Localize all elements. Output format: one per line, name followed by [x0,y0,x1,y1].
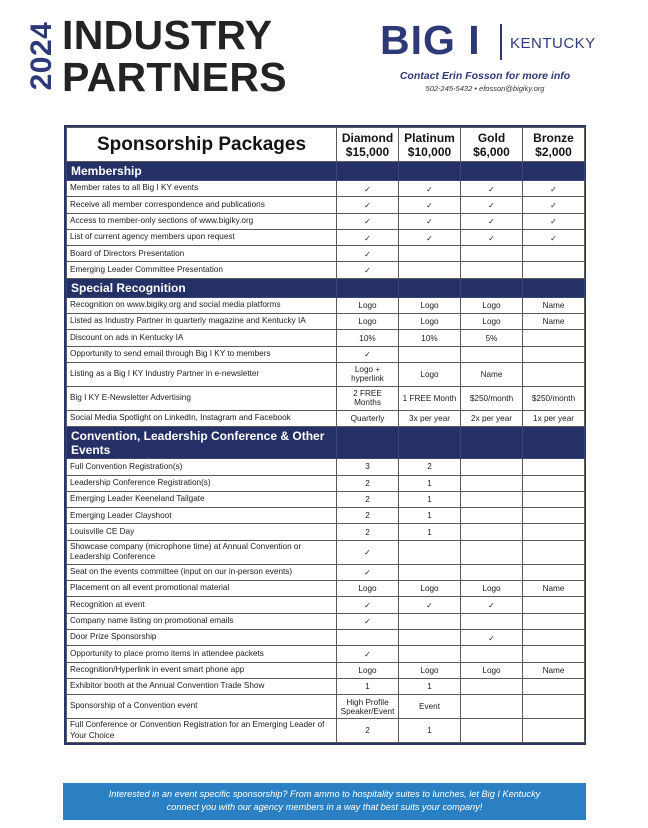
benefit-value [461,646,523,662]
table-row [67,581,585,597]
benefit-value [523,695,585,719]
benefit-value: Logo [399,581,461,597]
benefit-value [523,613,585,629]
section-header-cell [399,427,461,459]
table-row [67,524,585,540]
logo-divider [500,24,502,60]
benefit-value [523,508,585,524]
benefit-label: Emerging Leader Clayshoot [67,508,337,524]
benefit-value: 1x per year [523,410,585,426]
benefit-value: 2x per year [461,410,523,426]
benefit-value: Name [523,314,585,330]
check-icon: ✓ [523,181,585,197]
benefit-value [399,646,461,662]
benefit-value [523,346,585,362]
check-icon: ✓ [399,181,461,197]
benefit-label: Full Convention Registration(s) [67,459,337,475]
tier-header-bronze: Bronze $2,000 [523,128,585,162]
benefit-value: Name [523,581,585,597]
page-title-line2: PARTNERS [62,54,287,100]
benefit-value [523,678,585,694]
benefit-label: Leadership Conference Registration(s) [67,475,337,491]
benefit-label: Recognition at event [67,597,337,613]
page-title-line1: INDUSTRY [62,12,273,58]
table-row [67,491,585,507]
check-icon: ✓ [399,597,461,613]
table-row [67,678,585,694]
benefit-value [399,613,461,629]
benefit-value: 1 [337,678,399,694]
benefit-value: Logo + hyperlink [337,362,399,386]
benefit-value [523,597,585,613]
table-row [67,695,585,719]
table-row [67,540,585,564]
check-icon: ✓ [337,597,399,613]
benefit-value: 1 [399,491,461,507]
benefit-value: Logo [399,362,461,386]
benefit-value [337,629,399,645]
benefit-value [461,491,523,507]
info-banner [63,783,586,820]
benefit-value [523,246,585,262]
section-header-row [67,427,585,459]
sponsorship-table [66,127,585,743]
benefit-value [523,629,585,645]
benefit-value: Logo [461,581,523,597]
banner-line-2: connect you with our agency members in a way that best suits your company! [166,801,483,812]
benefit-label: Big I KY E-Newsletter Advertising [67,386,337,410]
check-icon: ✓ [337,613,399,629]
tier-header-gold: Gold $6,000 [461,128,523,162]
table-row [67,564,585,580]
benefit-label: Opportunity to send email through Big I KY to members [67,346,337,362]
page-header [0,0,648,120]
check-icon: ✓ [337,197,399,213]
table-row [67,597,585,613]
benefit-value: 3 [337,459,399,475]
benefit-label: Exhibitor booth at the Annual Convention Trade Show [67,678,337,694]
check-icon: ✓ [523,229,585,245]
check-icon: ✓ [399,229,461,245]
benefit-label: Listed as Industry Partner in quarterly magazine and Kentucky IA [67,314,337,330]
benefit-value: 3x per year [399,410,461,426]
check-icon: ✓ [337,646,399,662]
check-icon: ✓ [399,197,461,213]
table-body [67,162,585,743]
benefit-value: 1 [399,524,461,540]
check-icon: ✓ [461,597,523,613]
table-row [67,346,585,362]
benefit-label: Access to member-only sections of www.bigiky.org [67,213,337,229]
benefit-value: Logo [337,297,399,313]
table-title: Sponsorship Packages [67,128,337,162]
check-icon: ✓ [337,229,399,245]
check-icon: ✓ [523,213,585,229]
benefit-label: Emerging Leader Committee Presentation [67,262,337,278]
table-row [67,229,585,245]
benefit-value [461,475,523,491]
table-row [67,213,585,229]
benefit-value: 5% [461,330,523,346]
section-header-cell [461,278,523,297]
benefit-value [399,246,461,262]
year-label: 2024 [25,21,58,91]
check-icon: ✓ [337,213,399,229]
table-row [67,297,585,313]
benefit-value: 2 [337,719,399,743]
benefit-value: 2 [337,475,399,491]
benefit-label: Company name listing on promotional emails [67,613,337,629]
table-row [67,646,585,662]
tier-header-platinum: Platinum $10,000 [399,128,461,162]
benefit-value [399,564,461,580]
benefit-label: Board of Directors Presentation [67,246,337,262]
benefit-value: 1 [399,508,461,524]
banner-line-1: Interested in an event specific sponsorship? From ammo to hospitality suites to lunches, let Big I Kentucky [108,789,541,799]
section-header-cell [461,162,523,181]
section-header-cell [461,427,523,459]
benefit-value [523,362,585,386]
check-icon: ✓ [399,213,461,229]
section-header-cell [523,162,585,181]
check-icon: ✓ [461,197,523,213]
benefit-value [399,262,461,278]
benefit-value [523,475,585,491]
benefit-label: Louisville CE Day [67,524,337,540]
benefit-value: 2 [337,491,399,507]
section-header-row [67,162,585,181]
benefit-label: Receive all member correspondence and publications [67,197,337,213]
table-row [67,197,585,213]
benefit-label: List of current agency members upon request [67,229,337,245]
benefit-value [523,491,585,507]
benefit-value: 1 [399,475,461,491]
table-row [67,508,585,524]
benefit-label: Seat on the events committee (input on our in-person events) [67,564,337,580]
benefit-value [461,540,523,564]
benefit-value: Event [399,695,461,719]
benefit-value: 10% [337,330,399,346]
benefit-value [461,613,523,629]
table-row [67,262,585,278]
benefit-value [523,524,585,540]
benefit-value: Name [523,297,585,313]
benefit-label: Showcase company (microphone time) at Annual Convention or Leadership Conference [67,540,337,564]
benefit-value [461,262,523,278]
big-i-logo: BIG I [380,17,481,63]
section-header-cell [523,278,585,297]
benefit-value: Logo [399,314,461,330]
check-icon: ✓ [337,246,399,262]
benefit-value: 2 [399,459,461,475]
benefit-label: Recognition/Hyperlink in event smart phone app [67,662,337,678]
benefit-value: High Profile Speaker/Event [337,695,399,719]
check-icon: ✓ [337,181,399,197]
benefit-value: Logo [461,314,523,330]
benefit-value [399,629,461,645]
benefit-value: 2 FREE Months [337,386,399,410]
table-row [67,629,585,645]
benefit-value [523,540,585,564]
check-icon: ✓ [337,564,399,580]
benefit-value [523,719,585,743]
tier-header-diamond: Diamond $15,000 [337,128,399,162]
benefit-value [461,508,523,524]
benefit-value [461,695,523,719]
check-icon: ✓ [523,197,585,213]
benefit-label: Full Conference or Convention Registration for an Emerging Leader of Your Choice [67,719,337,743]
benefit-value [399,540,461,564]
benefit-label: Opportunity to place promo items in attendee packets [67,646,337,662]
benefit-value [461,678,523,694]
check-icon: ✓ [461,213,523,229]
table-row [67,181,585,197]
logo-state: KENTUCKY [510,35,596,52]
contact-line: Contact Erin Fosson for more info [399,70,571,82]
benefit-value: 2 [337,508,399,524]
sponsorship-table-frame [64,125,586,745]
check-icon: ✓ [337,262,399,278]
section-header-row [67,278,585,297]
benefit-value [523,459,585,475]
table-row [67,330,585,346]
section-header-cell [523,427,585,459]
benefit-value [523,564,585,580]
benefit-label: Sponsorship of a Convention event [67,695,337,719]
benefit-value [523,262,585,278]
table-row [67,662,585,678]
check-icon: ✓ [461,229,523,245]
section-title: Membership [67,162,337,181]
benefit-value: Logo [399,662,461,678]
benefit-value: Logo [337,662,399,678]
table-header-row [67,128,585,162]
benefit-label: Recognition on www.bigiky.org and social media platforms [67,297,337,313]
benefit-value [399,346,461,362]
section-header-cell [337,278,399,297]
table-row [67,362,585,386]
benefit-value [461,719,523,743]
benefit-value: Logo [399,297,461,313]
table-row [67,386,585,410]
contact-details: 502-245-5432 • efosson@bigiky.org [425,84,545,93]
benefit-value: 1 FREE Month [399,386,461,410]
benefit-label: Placement on all event promotional material [67,581,337,597]
benefit-value [461,459,523,475]
benefit-value [461,346,523,362]
section-header-cell [399,278,461,297]
benefit-value: Logo [337,581,399,597]
benefit-label: Emerging Leader Keeneland Tailgate [67,491,337,507]
section-header-cell [337,162,399,181]
section-title: Convention, Leadership Conference & Other Events [67,427,337,459]
benefit-value: 10% [399,330,461,346]
benefit-label: Listing as a Big I KY Industry Partner in e-newsletter [67,362,337,386]
benefit-label: Member rates to all Big I KY events [67,181,337,197]
section-header-cell [337,427,399,459]
benefit-value [523,330,585,346]
benefit-value: 1 [399,719,461,743]
benefit-label: Door Prize Sponsorship [67,629,337,645]
table-row [67,475,585,491]
check-icon: ✓ [337,346,399,362]
benefit-label: Discount on ads in Kentucky IA [67,330,337,346]
benefit-value [461,246,523,262]
benefit-value: Name [523,662,585,678]
benefit-value: Logo [461,662,523,678]
table-row [67,459,585,475]
table-row [67,719,585,743]
benefit-value: 1 [399,678,461,694]
benefit-value: Quarterly [337,410,399,426]
benefit-value: $250/month [461,386,523,410]
benefit-value: Logo [337,314,399,330]
check-icon: ✓ [461,181,523,197]
section-header-cell [399,162,461,181]
check-icon: ✓ [461,629,523,645]
table-row [67,410,585,426]
check-icon: ✓ [337,540,399,564]
table-row [67,246,585,262]
table-row [67,613,585,629]
benefit-value: $250/month [523,386,585,410]
benefit-value: Name [461,362,523,386]
benefit-value [461,524,523,540]
benefit-value: 2 [337,524,399,540]
table-row [67,314,585,330]
benefit-label: Social Media Spotlight on LinkedIn, Instagram and Facebook [67,410,337,426]
benefit-value [461,564,523,580]
section-title: Special Recognition [67,278,337,297]
benefit-value [523,646,585,662]
benefit-value: Logo [461,297,523,313]
